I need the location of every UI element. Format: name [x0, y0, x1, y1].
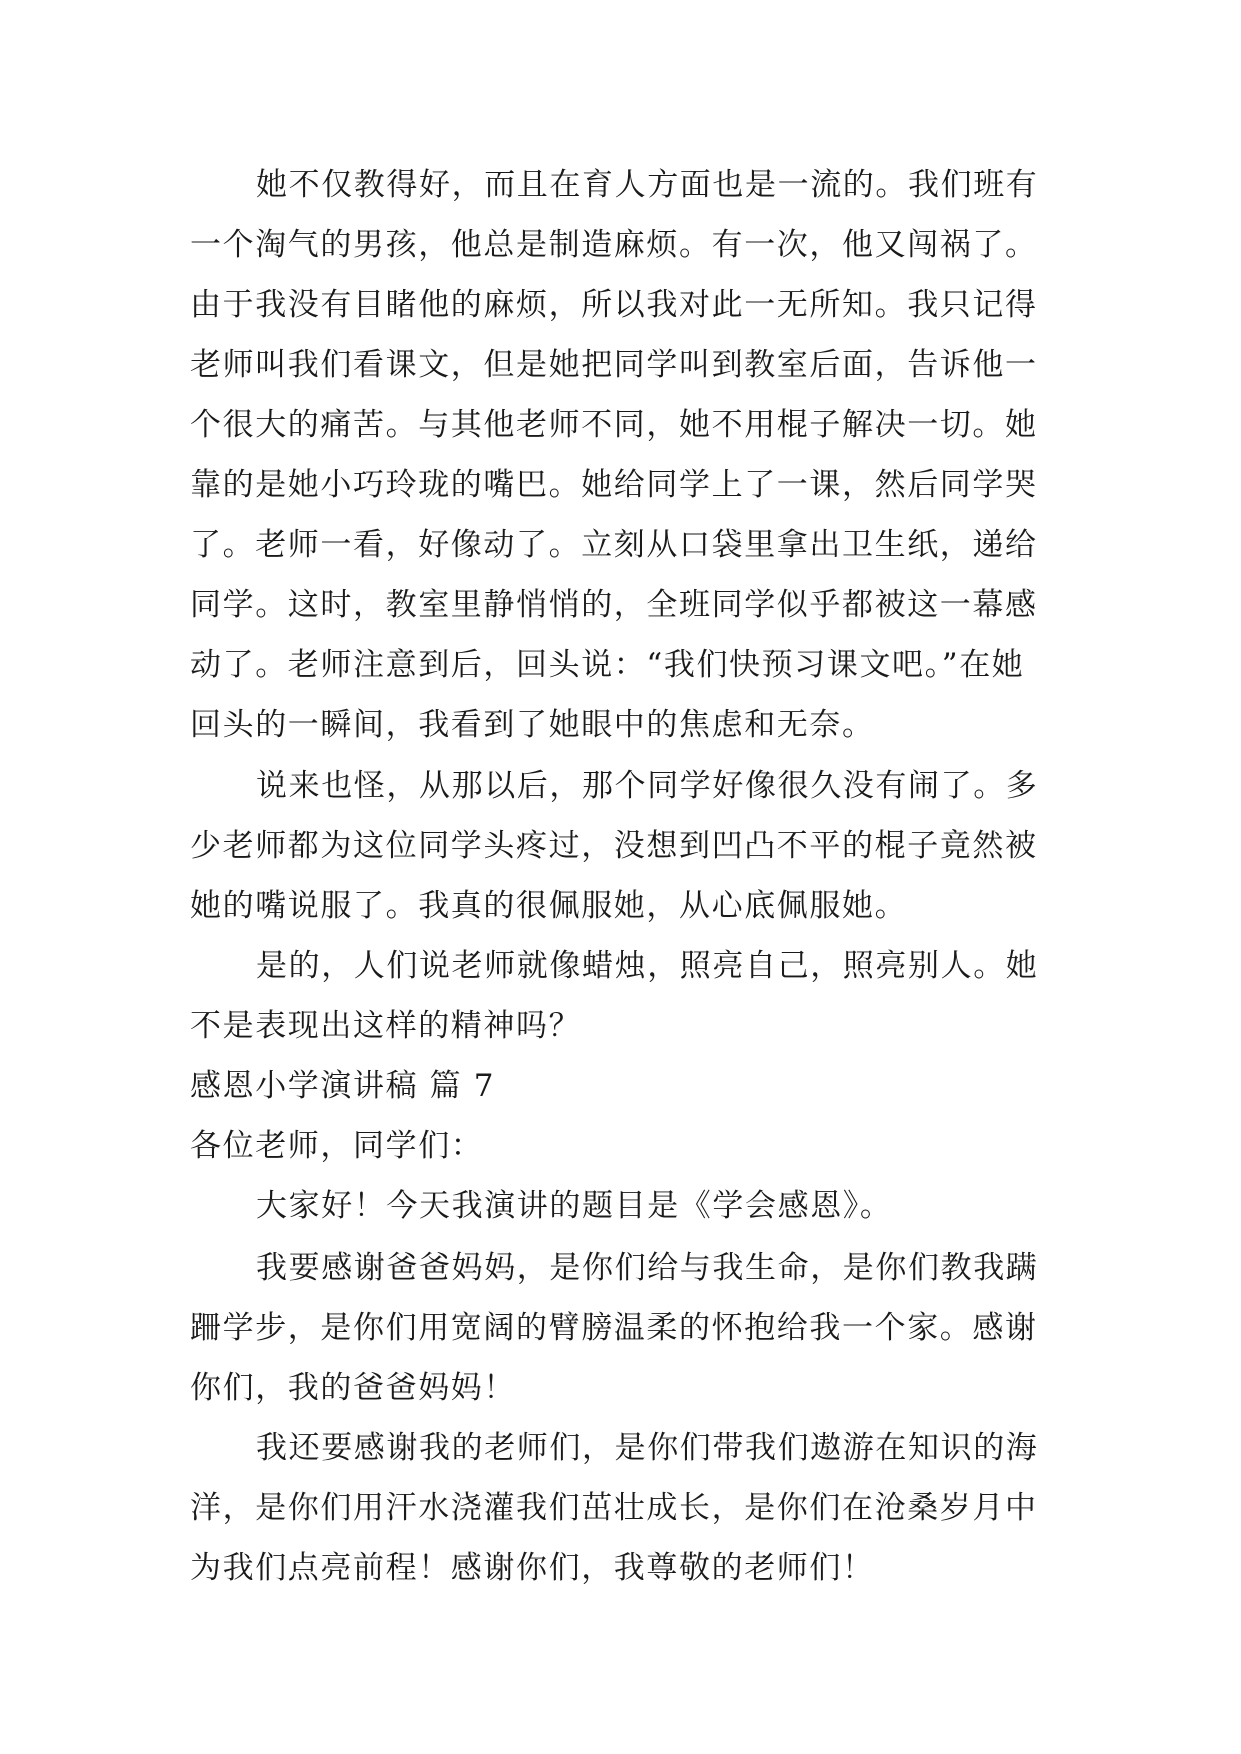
- paragraph-line: 动了。老师注意到后，回头说：“我们快预习课文吧。”在她: [190, 647, 1025, 683]
- paragraph-line: 不是表现出这样的精神吗？: [190, 1008, 582, 1044]
- paragraph-line: 说来也怪，从那以后，那个同学好像很久没有闹了。多: [256, 768, 1039, 804]
- paragraph-line: 大家好！今天我演讲的题目是《学会感恩》。: [256, 1188, 893, 1224]
- paragraph-line: 少老师都为这位同学头疼过，没想到凹凸不平的棍子竟然被: [190, 828, 1038, 864]
- paragraph-line: 个很大的痛苦。与其他老师不同，她不用棍子解决一切。她: [190, 407, 1038, 443]
- paragraph-line: 了。老师一看，好像动了。立刻从口袋里拿出卫生纸，递给: [190, 527, 1038, 563]
- paragraph-line: 你们，我的爸爸妈妈！: [190, 1370, 516, 1406]
- paragraph-line: 洋，是你们用汗水浇灌我们茁壮成长，是你们在沧桑岁月中: [190, 1490, 1038, 1526]
- paragraph-line: 回头的一瞬间，我看到了她眼中的焦虑和无奈。: [190, 707, 875, 743]
- paragraph-line: 靠的是她小巧玲珑的嘴巴。她给同学上了一课，然后同学哭: [190, 467, 1038, 503]
- section-heading: 感恩小学演讲稿 篇 7: [190, 1068, 496, 1104]
- paragraph-line: 由于我没有目睹他的麻烦，所以我对此一无所知。我只记得: [190, 287, 1038, 323]
- paragraph-line: 我还要感谢我的老师们，是你们带我们遨游在知识的海: [256, 1430, 1039, 1466]
- paragraph-line: 跚学步，是你们用宽阔的臂膀温柔的怀抱给我一个家。感谢: [190, 1310, 1038, 1346]
- paragraph-line: 同学。这时，教室里静悄悄的，全班同学似乎都被这一幕感: [190, 587, 1038, 623]
- paragraph-line: 一个淘气的男孩，他总是制造麻烦。有一次，他又闯祸了。: [190, 227, 1038, 263]
- paragraph-line: 她不仅教得好，而且在育人方面也是一流的。我们班有: [256, 167, 1039, 203]
- paragraph-line: 她的嘴说服了。我真的很佩服她，从心底佩服她。: [190, 888, 908, 924]
- salutation: 各位老师，同学们：: [190, 1128, 484, 1164]
- paragraph-line: 我要感谢爸爸妈妈，是你们给与我生命，是你们教我蹒: [256, 1250, 1039, 1286]
- paragraph-line: 为我们点亮前程！感谢你们，我尊敬的老师们！: [190, 1550, 875, 1586]
- paragraph-line: 是的，人们说老师就像蜡烛，照亮自己，照亮别人。她: [256, 948, 1039, 984]
- paragraph-line: 老师叫我们看课文，但是她把同学叫到教室后面，告诉他一: [190, 347, 1038, 383]
